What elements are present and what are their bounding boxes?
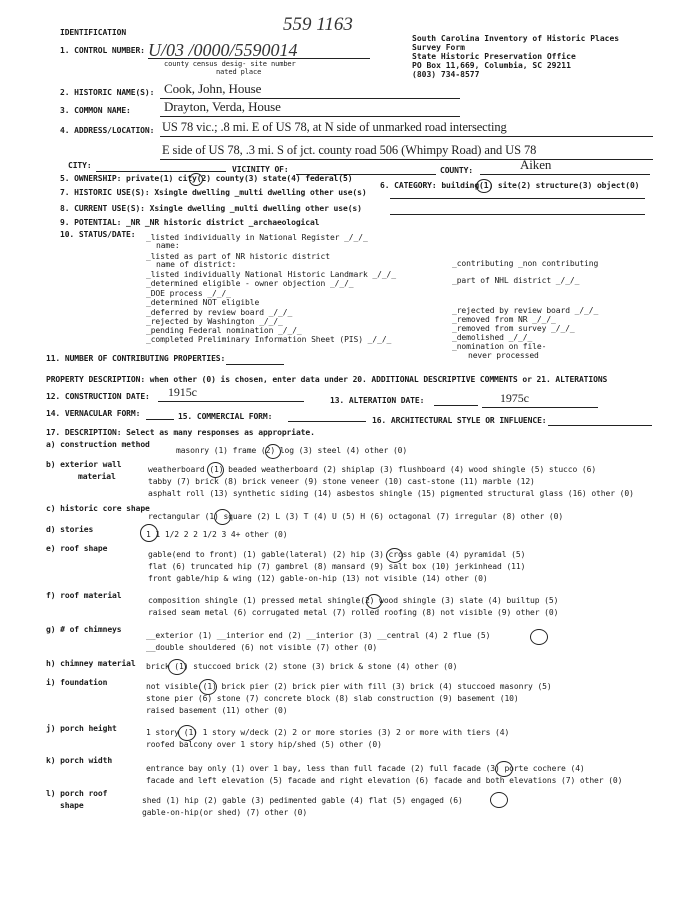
alteration-date-label: 13. ALTERATION DATE: bbox=[330, 396, 425, 405]
county-value: Aiken bbox=[520, 157, 552, 172]
category-line: 6. CATEGORY: building(1) site(2) structure(3) object(0) bbox=[380, 181, 640, 190]
desc-l-line-2: gable-on-hip(or shed) (7) other (0) bbox=[142, 808, 308, 817]
status-right-5: _demolished _/_/_ bbox=[452, 333, 533, 342]
desc-g-label: g) # of chimneys bbox=[46, 625, 122, 634]
status-left-4: _listed individually National Historic Landmark _/_/_ bbox=[146, 270, 396, 279]
common-name-label: 3. COMMON NAME: bbox=[60, 106, 131, 115]
control-number-value: U/03 /0000/5590014 bbox=[148, 40, 298, 60]
agency-line-4: PO Box 11,669, Columbia, SC 29211 bbox=[412, 61, 571, 70]
desc-e-line-3: front gable/hip & wing (12) gable-on-hip (13) not visible (14) other (0) bbox=[148, 574, 488, 583]
contributing-properties-label: 11. NUMBER OF CONTRIBUTING PROPERTIES: bbox=[46, 354, 226, 363]
control-number-subcaption: county census desig- site number bbox=[164, 60, 296, 68]
status-left-0: _listed individually in National Register _/_/_ bbox=[146, 233, 368, 242]
alteration-date-value: 1975c bbox=[500, 391, 529, 405]
circle-frame bbox=[265, 444, 281, 459]
status-right-0: _contributing _non contributing bbox=[452, 259, 599, 268]
status-left-10: _pending Federal nomination _/_/_ bbox=[146, 326, 302, 335]
circle-category-building bbox=[476, 179, 492, 193]
county-label: COUNTY: bbox=[440, 166, 474, 175]
agency-line-1: South Carolina Inventory of Historic Places bbox=[412, 34, 620, 43]
address-line-2: E side of US 78, .3 mi. S of jct. county road 506 (Whimpy Road) and US 78 bbox=[162, 143, 537, 157]
desc-j-line-1: 1 story (1) 1 story w/deck (2) 2 or more stories (3) 2 or more with tiers (4) bbox=[146, 728, 510, 737]
status-left-1: name: bbox=[156, 241, 180, 250]
circle-one-story-porch bbox=[178, 725, 196, 741]
circle-pressed-metal bbox=[366, 594, 382, 609]
historic-use-line: 7. HISTORIC USE(S): Xsingle dwelling _multi dwelling other use(s) bbox=[60, 188, 367, 197]
desc-j-line-2: roofed balcony over 1 story hip/shed (5) other (0) bbox=[146, 740, 382, 749]
circle-full-facade bbox=[495, 761, 513, 777]
circle-hip bbox=[386, 548, 403, 563]
circle-flue bbox=[530, 629, 548, 645]
desc-e-line-2: flat (6) truncated hip (7) gambrel (8) mansard (9) salt box (10) jerkinhead (11) bbox=[148, 562, 526, 571]
description-instructions: 17. DESCRIPTION: Select as many responses as appropriate. bbox=[46, 428, 315, 437]
status-left-7: _determined NOT eligible bbox=[146, 298, 260, 307]
desc-i-line-2: stone pier (6) stone (7) concrete block (8) slab construction (9) basement (10) bbox=[146, 694, 519, 703]
desc-k-line-2: facade and left elevation (5) facade and right elevation (6) facade and both elevations (7) other (0) bbox=[146, 776, 623, 785]
desc-i-line-1: not visible (1) brick pier (2) brick pier with fill (3) brick (4) stuccoed masonry (5) bbox=[146, 682, 552, 691]
desc-a-line-1: masonry (1) frame (2) log (3) steel (4) other (0) bbox=[176, 446, 408, 455]
desc-c-label: c) historic core shape bbox=[46, 504, 150, 513]
circle-brick bbox=[168, 659, 186, 675]
agency-block bbox=[412, 34, 619, 79]
desc-d-label: d) stories bbox=[46, 525, 94, 534]
vernacular-form-label: 14. VERNACULAR FORM: bbox=[46, 409, 141, 418]
status-left-9: _rejected by Washington _/_/_ bbox=[146, 317, 283, 326]
circle-weatherboard bbox=[207, 462, 224, 478]
agency-line-5: (803) 734-8577 bbox=[412, 70, 480, 79]
desc-h-line-1: brick (1) stuccoed brick (2) stone (3) brick & stone (4) other (0) bbox=[146, 662, 458, 671]
desc-e-line-1: gable(end to front) (1) gable(lateral) (2) hip (3) cross gable (4) pyramidal (5) bbox=[148, 550, 526, 559]
desc-b-line-1: weatherboard (1) beaded weatherboard (2) shiplap (3) flushboard (4) wood shingle (5) stucco (6) bbox=[148, 465, 597, 474]
desc-c-line-1: rectangular (1) square (2) L (3) T (4) U (5) H (6) octagonal (7) irregular (8) other (0) bbox=[148, 512, 564, 521]
desc-k-line-1: entrance bay only (1) over 1 bay, less than full facade (2) full facade (3) porte cochere (4) bbox=[146, 764, 585, 773]
desc-g-line-2: __double shouldered (6) not visible (7) other (0) bbox=[146, 643, 378, 652]
desc-g-line-1: __exterior (1) __interior end (2) __interior (3) __central (4) 2 flue (5) bbox=[146, 631, 491, 640]
identification-label: IDENTIFICATION bbox=[60, 28, 127, 37]
status-right-1: _part of NHL district _/_/_ bbox=[452, 276, 580, 285]
potential-line: 9. POTENTIAL: _NR _NR historic district _archaeological bbox=[60, 218, 320, 227]
desc-b-label-2: material bbox=[78, 472, 116, 481]
desc-b-label: b) exterior wall bbox=[46, 460, 122, 469]
desc-i-label: i) foundation bbox=[46, 678, 108, 687]
desc-f-label: f) roof material bbox=[46, 591, 122, 600]
desc-b-line-3: asphalt roll (13) synthetic siding (14) asbestos shingle (15) pigmented structural glass (16) other (0) bbox=[148, 489, 634, 498]
agency-line-3: State Historic Preservation Office bbox=[412, 52, 576, 61]
control-number-label: 1. CONTROL NUMBER: bbox=[60, 46, 145, 55]
city-label: CITY: bbox=[68, 161, 92, 170]
handwritten-number: 559 1163 bbox=[283, 14, 353, 35]
agency-line-2: Survey Form bbox=[412, 43, 465, 52]
vicinity-label: VICINITY OF: bbox=[232, 165, 289, 174]
property-description-note: PROPERTY DESCRIPTION: when other (0) is chosen, enter data under 20. ADDITIONAL DESCRIPTIVE COMMENTS or 21. ALTERATIONS bbox=[46, 375, 608, 384]
circle-not-visible bbox=[199, 679, 217, 695]
desc-e-label: e) roof shape bbox=[46, 544, 108, 553]
desc-b-line-2: tabby (7) brick (8) brick veneer (9) stone veneer (10) cast-stone (11) marble (12) bbox=[148, 477, 535, 486]
status-right-6: _nomination on file- bbox=[452, 342, 547, 351]
desc-f-line-1: composition shingle (1) pressed metal shingle(2) wood shingle (3) slate (4) builtup (5) bbox=[148, 596, 559, 605]
desc-l-label-2: shape bbox=[60, 801, 84, 810]
construction-date-value: 1915c bbox=[168, 385, 197, 399]
status-left-8: _deferred by review board _/_/_ bbox=[146, 308, 293, 317]
desc-l-label: l) porch roof bbox=[46, 789, 108, 798]
circle-ownership-private bbox=[189, 173, 203, 186]
desc-k-label: k) porch width bbox=[46, 756, 113, 765]
status-left-2: _listed as part of NR historic district bbox=[146, 252, 330, 261]
ownership-line: 5. OWNERSHIP: private(1) city(2) county(3) state(4) federal(5) bbox=[60, 174, 353, 183]
status-left-3: name of district: bbox=[156, 260, 237, 269]
desc-f-line-2: raised seam metal (6) corrugated metal (7) rolled roofing (8) not visible (9) other (0) bbox=[148, 608, 559, 617]
desc-j-label: j) porch height bbox=[46, 724, 117, 733]
common-name-value: Drayton, Verda, House bbox=[164, 99, 281, 114]
historic-name-value: Cook, John, House bbox=[164, 81, 262, 96]
status-right-7: never processed bbox=[468, 351, 539, 360]
status-left-5: _determined eligible - owner objection _/_/_ bbox=[146, 279, 354, 288]
desc-l-line-1: shed (1) hip (2) gable (3) pedimented gable (4) flat (5) engaged (6) bbox=[142, 796, 463, 805]
address-line-1: US 78 vic.; .8 mi. E of US 78, at N side of unmarked road intersecting bbox=[162, 120, 507, 134]
desc-i-line-3: raised basement (11) other (0) bbox=[146, 706, 288, 715]
status-date-label: 10. STATUS/DATE: bbox=[60, 230, 136, 239]
status-right-2: _rejected by review board _/_/_ bbox=[452, 306, 599, 315]
desc-d-line-1: 1 1 1/2 2 2 1/2 3 4+ other (0) bbox=[146, 530, 288, 539]
circle-engaged bbox=[490, 792, 508, 808]
status-right-3: _removed from NR _/_/_ bbox=[452, 315, 556, 324]
control-number-subcaption-2: nated place bbox=[216, 68, 262, 76]
commercial-form-label: 15. COMMERCIAL FORM: bbox=[178, 412, 273, 421]
architectural-style-label: 16. ARCHITECTURAL STYLE OR INFLUENCE: bbox=[372, 416, 547, 425]
status-left-6: _DOE process _/_/_ bbox=[146, 289, 231, 298]
circle-one-story bbox=[140, 524, 158, 542]
desc-h-label: h) chimney material bbox=[46, 659, 136, 668]
historic-name-label: 2. HISTORIC NAME(S): bbox=[60, 88, 155, 97]
construction-date-label: 12. CONSTRUCTION DATE: bbox=[46, 392, 150, 401]
current-use-line: 8. CURRENT USE(S): Xsingle dwelling _multi dwelling other use(s) bbox=[60, 204, 362, 213]
status-right-4: _removed from survey _/_/_ bbox=[452, 324, 575, 333]
desc-a-label: a) construction method bbox=[46, 440, 150, 449]
status-left-11: _completed Preliminary Information Sheet (PIS) _/_/_ bbox=[146, 335, 392, 344]
circle-rectangular bbox=[214, 509, 231, 525]
address-label: 4. ADDRESS/LOCATION: bbox=[60, 126, 155, 135]
